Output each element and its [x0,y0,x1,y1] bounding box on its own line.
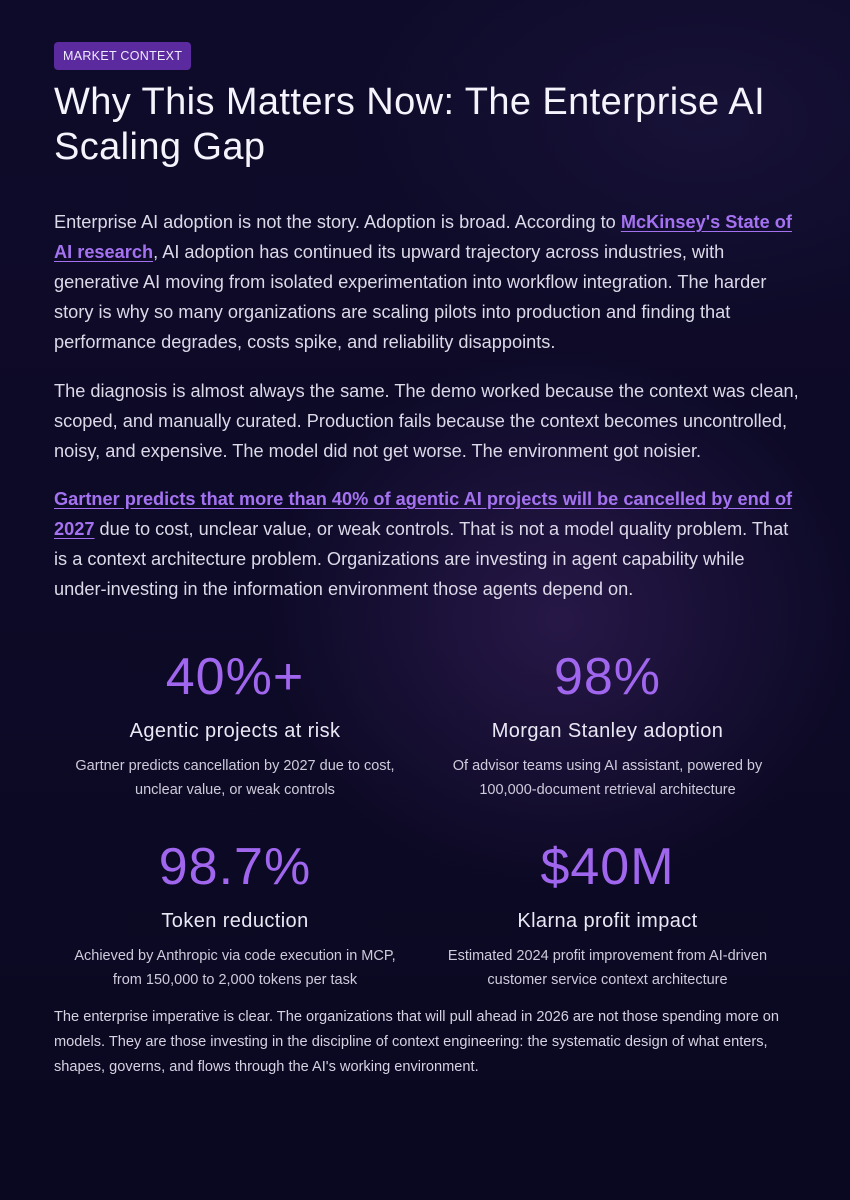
intro-text-before: Enterprise AI adoption is not the story. Adoption is broad. According to [54,212,621,232]
stat-description: Of advisor teams using AI assistant, powered by 100,000-document retrieval architecture [452,758,763,798]
stat-card [54,646,416,802]
stat-value: $40M [540,838,675,896]
section-badge: MARKET CONTEXT [54,42,191,70]
stat-card [54,836,416,992]
gartner-paragraph [54,484,799,604]
intro-paragraph [54,207,799,357]
stat-label: Agentic projects at risk [129,720,341,742]
stat-value: 98% [553,648,662,706]
stat-value: 40%+ [165,648,305,706]
gartner-text-after: due to cost, unclear value, or weak controls. That is not a model quality problem. That is a context architecture problem. Organizations are investing in agent capability while under-investing in the information environment those agents depend on. [54,519,789,599]
stat-label: Klarna profit impact [517,910,698,932]
closing-paragraph: The enterprise imperative is clear. The organizations that will pull ahead in 2026 are not those spending more on models. They are those investing in the discipline of context engineering: the systematic design of what enters, shapes, governs, and flows through the AI's working environment. [54,1009,779,1075]
stat-description: Achieved by Anthropic via code execution in MCP, from 150,000 to 2,000 tokens per task [74,948,396,988]
stat-description: Estimated 2024 profit improvement from AI-driven customer service context architecture [447,948,768,988]
diagnosis-paragraph: The diagnosis is almost always the same. The demo worked because the context was clean, scoped, and manually curated. Production fails because the context becomes uncontrolled, noisy, and expensive. The model did not get worse. The environment got noisier. [54,381,799,461]
intro-text-after: , AI adoption has continued its upward trajectory across industries, with generative AI moving from isolated experimentation into workflow integration. The harder story is why so many organizations are scaling pilots into production and finding that performance degrades, costs spike, and reliability disappoints. [54,242,767,352]
stat-label: Token reduction [161,910,309,932]
gartner-link[interactable]: Gartner predicts that more than 40% of agentic AI projects will be cancelled by end of 2027 [54,489,793,539]
stat-card [416,646,799,802]
stats-grid [54,646,799,992]
stat-description: Gartner predicts cancellation by 2027 due to cost, unclear value, or weak controls [75,758,395,798]
stat-card [416,836,799,992]
mckinsey-link[interactable]: McKinsey's State of AI research [54,212,792,262]
stat-label: Morgan Stanley adoption [491,720,724,742]
stat-value: 98.7% [158,838,312,896]
article [54,42,799,604]
page-title: Why This Matters Now: The Enterprise AI Scaling Gap [54,81,766,168]
